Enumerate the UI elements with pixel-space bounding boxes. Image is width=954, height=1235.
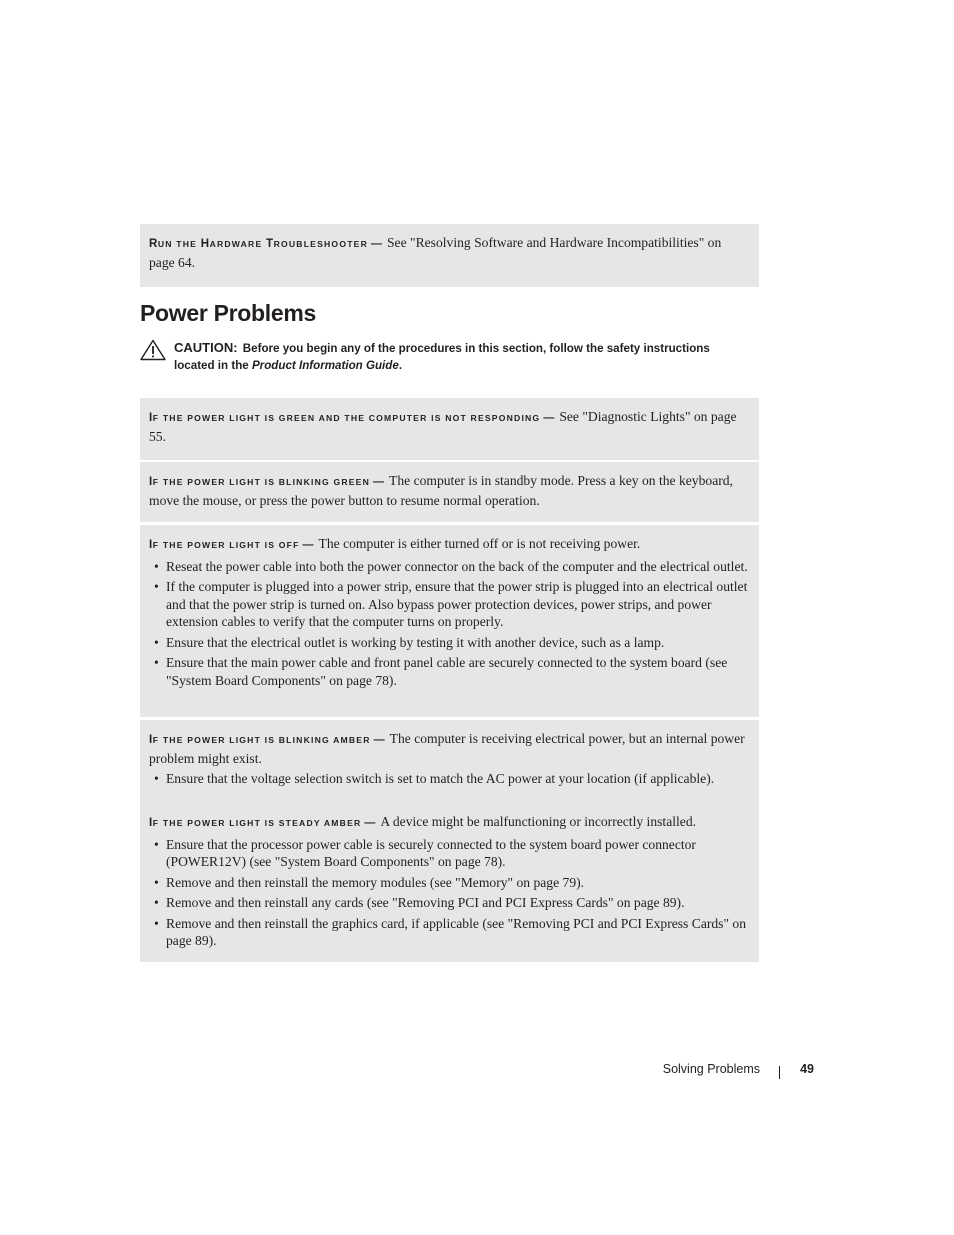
problem-body: The computer is in standby mode. Press a key on the keyboard, move the mouse, or press the power button to resume normal operation. bbox=[149, 473, 733, 508]
list-item: • Ensure that the voltage selection switch is set to match the AC power at your location (if applicable). bbox=[149, 770, 750, 788]
bullet-list bbox=[149, 558, 750, 690]
problem-box bbox=[140, 525, 759, 717]
bullet-list bbox=[149, 770, 750, 788]
list-item: • If the computer is plugged into a power strip, ensure that the power strip is plugged into an electrical outlet and that the power strip is turned on. Also bypass power protection devices, power strips, and power extension cables to verify that the computer turns on properly. bbox=[149, 578, 750, 631]
heading-dash: — bbox=[543, 412, 555, 424]
problem-heading: IF THE POWER LIGHT IS OFF bbox=[149, 539, 300, 551]
list-item: • Remove and then reinstall the memory modules (see "Memory" on page 79). bbox=[149, 874, 750, 892]
list-item: • Reseat the power cable into both the power connector on the back of the computer and the electrical outlet. bbox=[149, 558, 750, 576]
list-item: • Ensure that the processor power cable is securely connected to the system board power connector (POWER12V) (see "System Board Components" on page 78). bbox=[149, 836, 750, 871]
footer-divider bbox=[779, 1066, 780, 1079]
problem-body: See "Diagnostic Lights" on page 55. bbox=[149, 409, 737, 444]
problem-box bbox=[140, 462, 759, 522]
problem-heading: IF THE POWER LIGHT IS STEADY AMBER bbox=[149, 817, 362, 829]
troubleshooter-body: See "Resolving Software and Hardware Incompatibilities" on page 64. bbox=[149, 235, 722, 270]
warning-triangle-icon bbox=[140, 339, 166, 361]
page-title: Power Problems bbox=[140, 300, 317, 326]
caution-label: CAUTION: bbox=[174, 340, 238, 355]
problem-body: The computer is receiving electrical power, but an internal power problem might exist. bbox=[149, 731, 745, 766]
problem-box bbox=[140, 398, 759, 460]
problem-heading: IF THE POWER LIGHT IS BLINKING GREEN bbox=[149, 476, 371, 488]
bullet-list bbox=[149, 836, 750, 950]
problem-box bbox=[140, 803, 759, 962]
heading-dash: — bbox=[364, 817, 376, 829]
page-footer bbox=[600, 1062, 814, 1082]
caution-note: CAUTION: Before you begin any of the procedures in this section, follow the safety instructions located in the Product Information Guide. bbox=[140, 339, 750, 374]
heading-dash: — bbox=[302, 539, 314, 551]
heading-dash: — bbox=[373, 476, 385, 488]
list-item: • Remove and then reinstall the graphics card, if applicable (see "Removing PCI and PCI Express Cards" on page 89). bbox=[149, 915, 750, 950]
caution-text: Before you begin any of the procedures in this section, follow the safety instructions located in the bbox=[174, 342, 710, 372]
page-number: 49 bbox=[800, 1062, 814, 1076]
heading-dash: — bbox=[371, 238, 382, 250]
problem-heading: IF THE POWER LIGHT IS BLINKING AMBER bbox=[149, 734, 371, 746]
list-item: • Remove and then reinstall any cards (see "Removing PCI and PCI Express Cards" on page 89). bbox=[149, 894, 750, 912]
troubleshooter-heading: RUN THE HARDWARE TROUBLESHOOTER bbox=[149, 238, 368, 250]
problem-heading: IF THE POWER LIGHT IS GREEN AND THE COMPUTER IS NOT RESPONDING bbox=[149, 412, 541, 424]
caution-guide-title: Product Information Guide bbox=[251, 359, 399, 372]
footer-section-title: Solving Problems bbox=[662, 1062, 760, 1076]
heading-dash: — bbox=[373, 734, 385, 746]
problem-box bbox=[140, 720, 759, 803]
problem-body: A device might be malfunctioning or incorrectly installed. bbox=[380, 814, 697, 829]
troubleshooter-box bbox=[140, 224, 759, 287]
list-item: • Ensure that the main power cable and front panel cable are securely connected to the system board (see "System Board Components" on page 78). bbox=[149, 654, 750, 689]
problem-body: The computer is either turned off or is not receiving power. bbox=[318, 536, 641, 551]
list-item: • Ensure that the electrical outlet is working by testing it with another device, such as a lamp. bbox=[149, 634, 750, 652]
